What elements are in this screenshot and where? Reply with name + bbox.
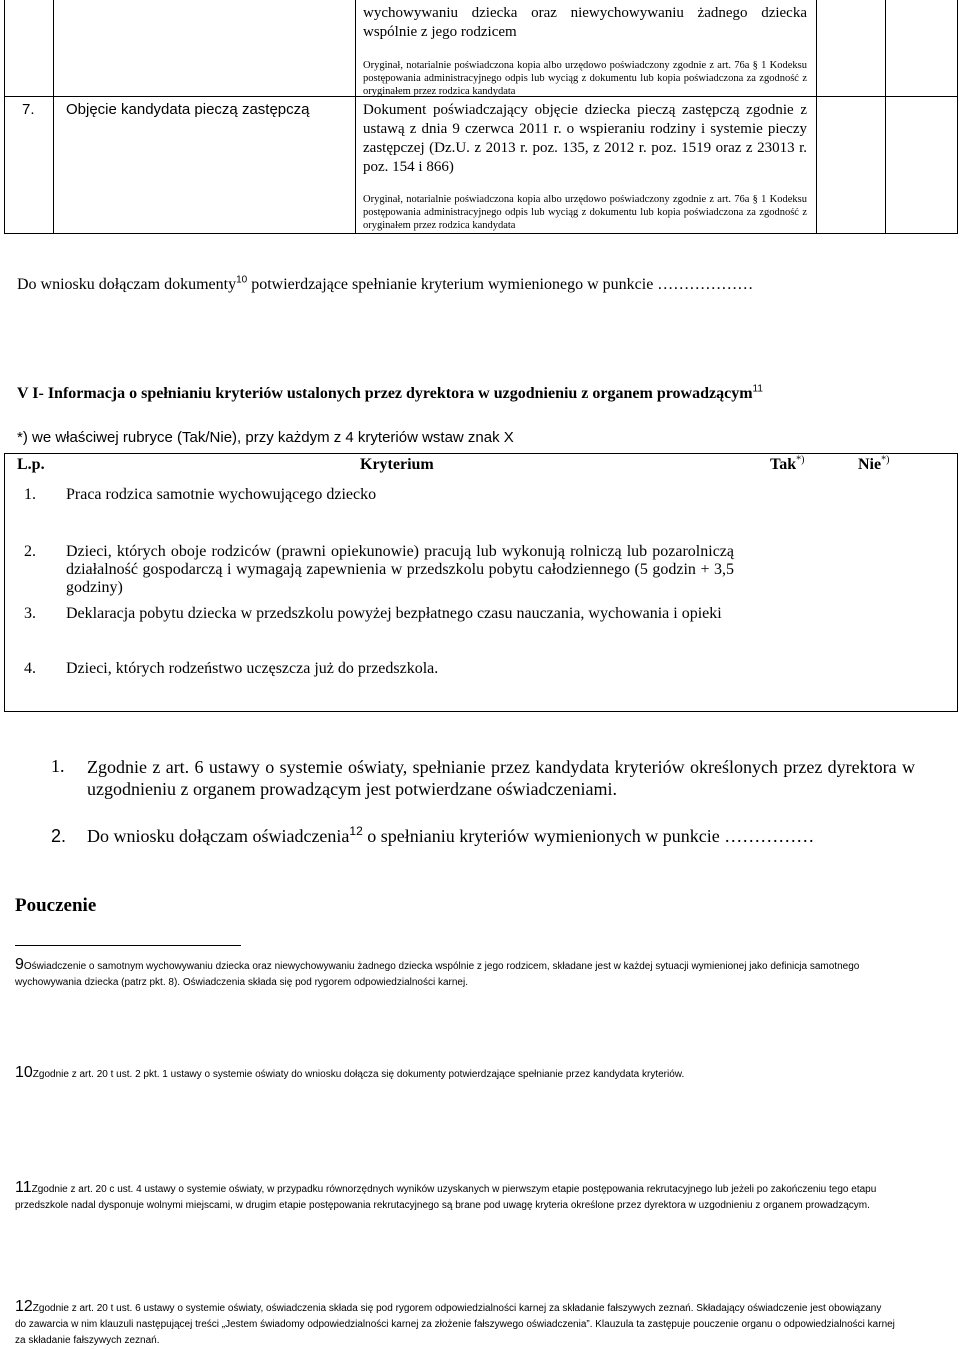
table-border-right	[957, 0, 958, 234]
footnote-10-text: Zgodnie z art. 20 t ust. 2 pkt. 1 ustawy o systemie oświaty do wniosku dołącza się dokumenty potwierdzające spełnianie przez kandydata kryteriów.	[32, 1069, 685, 1080]
table-border-col3	[816, 0, 817, 234]
col-header-yes-label: Tak	[770, 456, 797, 473]
footnote-ref-10: 10	[236, 274, 248, 286]
criterion-2-text: Dzieci, których oboje rodziców (prawni opiekunowie) pracują lub wykonują rolniczą lub pozarolniczą działalność gospodarczą i wymagają zapewnienia w przedszkolu pobytu całodziennego (5 godzin + 3,5 godziny)	[66, 543, 734, 596]
col-header-no-label: Nie	[858, 456, 882, 473]
footnote-10	[15, 1065, 895, 1083]
footnote-ref-12: 12	[349, 824, 363, 838]
footnote-12-number: 12	[15, 1298, 33, 1315]
row-7-note: Oryginał, notarialnie poświadczona kopia albo urzędowo poświadczony zgodnie z art. 76a § 1 Kodeksu postępowania administracyjnego odpis lub wyciąg z dokumentu lub kopia poświadczona za zgodność z oryginałem przez rodzica kandydata	[363, 194, 807, 231]
attach-text: Do wniosku dołączam dokumenty	[17, 276, 237, 293]
note-1-text: Zgodnie z art. 6 ustawy o systemie oświaty, spełnianie przez kandydata kryteriów określonych przez dyrektora w uzgodnieniu z organem prowadzącym jest potwierdzane oświadczeniami.	[87, 757, 915, 799]
footnote-11-text: Zgodnie z art. 20 c ust. 4 ustawy o systemie oświaty, w przypadku równorzędnych wyników uzyskanych w pierwszym etapie postępowania rekrutacyjnego lub jeżeli po zakończeniu tego etapu przedszkole nadal dysponuje wolnymi miejscami, w drugim etapie postępowania rekrutacyjnego są brane pod uwagę kryteria określone przez dyrektora w uzgodnieniu z organem prowadzącym.	[15, 1184, 877, 1211]
table-border-col2	[355, 0, 356, 234]
note-1-number: 1.	[51, 756, 65, 776]
table-border-col1	[53, 0, 54, 234]
footnote-11-number: 11	[15, 1179, 32, 1196]
col-header-no-sup: *)	[881, 454, 890, 466]
row-7-number: 7.	[22, 101, 35, 118]
footnote-12	[15, 1299, 895, 1349]
note-2-text	[87, 826, 814, 847]
criteria-table-border-top	[4, 453, 958, 454]
instruction-text: *) we właściwej rubryce (Tak/Nie), przy każdym z 4 kryteriów wstaw znak X	[17, 429, 514, 446]
criterion-3-number: 3.	[24, 605, 36, 622]
col-header-no	[858, 456, 889, 474]
criterion-2-number: 2.	[24, 543, 36, 560]
row-a-note: Oryginał, notarialnie poświadczona kopia albo urzędowo poświadczony zgodnie z art. 76a § 1 Kodeksu postępowania administracyjnego odpis lub wyciąg z dokumentu lub kopia poświadczona za zgodność z oryginałem przez rodzica kandydata	[363, 60, 807, 97]
note-2-number: 2.	[51, 826, 67, 846]
criteria-table-border-right	[957, 453, 958, 712]
section-heading	[17, 385, 763, 403]
criterion-4-number: 4.	[24, 660, 36, 677]
col-header-lp: L.p.	[17, 456, 45, 473]
criterion-1-text: Praca rodzica samotnie wychowującego dziecko	[66, 486, 377, 503]
row-a-text: wychowywaniu dziecka oraz niewychowywaniu żadnego dziecka wspólnie z jego rodzicem	[363, 5, 807, 40]
criteria-table-border-bottom	[4, 711, 958, 712]
col-header-criterion: Kryterium	[360, 456, 434, 473]
criterion-3-text: Deklaracja pobytu dziecka w przedszkolu powyżej bezpłatnego czasu nauczania, wychowania i opieki	[66, 605, 722, 622]
section-heading-text: V I- Informacja o spełnianiu kryteriów ustalonych przez dyrektora w uzgodnieniu z organem prowadzącym	[17, 385, 753, 402]
footnote-10-number: 10	[15, 1064, 33, 1081]
footnote-9	[15, 957, 895, 991]
row-7-document: Dokument poświadczający objęcie dziecka pieczą zastępczą zgodnie z ustawą z dnia 9 czerwca 2011 r. o wspieraniu rodziny i systemie pieczy zastępczej (Dz.U. z 2013 r. poz. 135, z 2012 r. poz. 1519 oraz z 23013 r. poz. 154 i 866)	[363, 102, 807, 175]
footnote-9-text: Oświadczenie o samotnym wychowywaniu dziecka oraz niewychowywaniu żadnego dziecka wspólnie z jego rodzicem, składane jest w każdej sytuacji wymienionej jako definicja samotnego wychowywania dziecka (patrz pkt. 8). Oświadczenia składa się pod rygorem odpowiedzialności karnej.	[15, 961, 860, 988]
criterion-1-number: 1.	[24, 486, 36, 503]
footnote-separator	[15, 945, 241, 946]
footnote-12-text: Zgodnie z art. 20 t ust. 6 ustawy o systemie oświaty, oświadczenia składa się pod rygorem odpowiedzialności karnej za składanie fałszywych zeznań. Składający oświadczenie jest obowiązany do zawarcia w nim klauzuli następującej treści „Jestem świadomy odpowiedzialności karnej za złożenie fałszywego oświadczenia”. Klauzula ta zastępuje pouczenie organu o odpowiedzialności karnej za składanie fałszywych zeznań.	[15, 1303, 895, 1346]
criterion-4-text: Dzieci, których rodzeństwo uczęszcza już do przedszkola.	[66, 660, 439, 677]
table-border-left	[4, 0, 5, 234]
note-2-text-start: Do wniosku dołączam oświadczenia	[87, 826, 350, 846]
table-border-col4	[885, 0, 886, 234]
attach-text-rest: potwierdzające spełnianie kryterium wymienionego w punkcie ………………	[247, 276, 754, 293]
note-2-text-end: o spełnianiu kryteriów wymienionych w punkcie ……………	[362, 826, 815, 846]
criteria-table-border-left	[4, 453, 5, 712]
col-header-yes-sup: *)	[796, 454, 805, 466]
footnote-ref-11: 11	[752, 383, 763, 395]
footnote-9-number: 9	[15, 956, 24, 973]
pouczenie-heading: Pouczenie	[15, 895, 97, 916]
row-7-criterion: Objęcie kandydata pieczą zastępczą	[66, 101, 310, 118]
table-border-bottom	[4, 233, 958, 234]
footnote-11	[15, 1180, 895, 1214]
col-header-yes	[770, 456, 804, 474]
attach-documents-line	[17, 276, 753, 294]
